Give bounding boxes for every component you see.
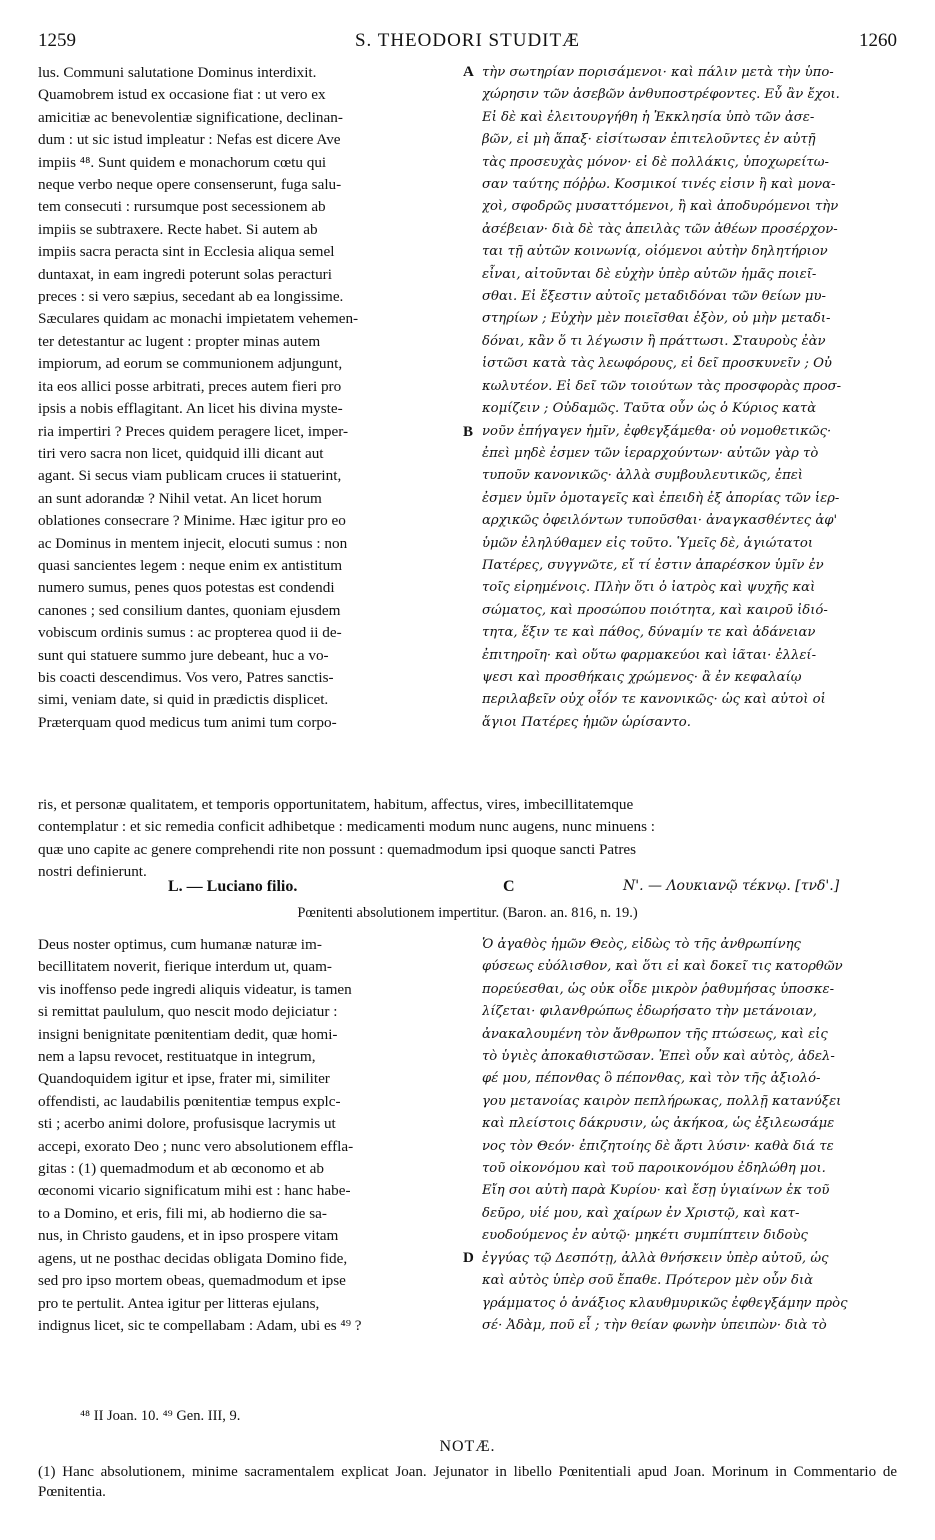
page-number-left: 1259 [38,30,76,51]
greek-line: φύσεως εὐόλισθον, καὶ ὅτι εἰ καὶ δοκεῖ τις κατορθῶν [482,959,843,975]
latin-line: vobiscum ordinis sumus : ac propterea quod ii de- [38,624,342,642]
latin-line: to a Domino, et eris, fili mi, ab hodierno die sa- [38,1204,327,1222]
latin-line: nem a lapsu revocet, restituatque in integrum, [38,1048,316,1066]
latin-line: preces : si vero sæpius, secedant ab ea longissime. [38,288,344,306]
greek-line: ἀνακαλουμένη τὸν ἄνθρωπον τῆς πτώσεως, καὶ εἰς [482,1026,828,1042]
greek-line: κωλυτέον. Εἰ δεῖ τῶν τοιούτων τὰς προσφορὰς προσ- [482,378,842,394]
latin-line: accepi, exorato Deo ; nunc vero absolutionem effla- [38,1137,354,1155]
margin-mark-d: D [463,1250,474,1266]
greek-line: σώματος, καὶ προσώπου ποιότητα, καὶ καιροῦ ἰδιό- [482,602,828,618]
latin-line: Quandoquidem igitur et ipse, frater mi, similiter [38,1070,330,1088]
running-title: S. THEODORI STUDITÆ [354,30,580,51]
latin-line: bis coacti descendimus. Vos vero, Patres sanctis- [38,668,334,686]
section-heading [38,878,897,902]
latin-line: numero sumus, penes quos potestas est condendi [38,579,335,597]
latin-line: canones ; sed consilium dantes, quoniam ejusdem [38,601,341,619]
latin-line: agens, ut ne posthac decidas obligata Domino fide, [38,1249,348,1267]
latin-line: lus. Communi salutatione Dominus interdixit. [38,64,317,81]
greek-line: τὸ ὑγιὲς ἀποκαθιστῶσαν. Ἐπεὶ οὖν καὶ αὐτὸς, ἀδελ- [482,1049,835,1065]
greek-line: ἅγιοι Πατέρες ἡμῶν ὡρίσαντο. [482,714,691,730]
latin-line: impiis sacra peracta sint in Ecclesia aliqua semel [38,243,335,261]
greek-line: καὶ πλείστοις δάκρυσιν, ὡς ἀκήκοα, ὡς ἐξιλεωσάμε [482,1116,835,1132]
greek-line: νος τὸν Θεόν· ἐπιζητοίης δὲ ἄρτι λύσιν· καθὰ διά τε [482,1138,834,1154]
latin-section-title: L. — Luciano filio. [168,878,298,895]
latin-line: si remittat paululum, quo nescit modo dejiciatur : [38,1003,338,1021]
latin-line: ipsis a nobis efflagitant. An licet his divina myste- [38,400,343,418]
greek-line: περιλαβεῖν οὐχ οἷόν τε κανονικῶς· ὡς καὶ αὐτοὶ οἱ [482,692,826,708]
greek-line: δεῦρο, υἱέ μου, καὶ χαίρων ἐν Χριστῷ, καὶ κατ- [482,1205,800,1221]
latin-line: sed pro ipso mortem obeas, quemadmodum et ipse [38,1272,346,1290]
latin-line: vis inoffenso pede ingredi aliquis videatur, is tamen [38,980,352,998]
latin-column-top [38,62,456,734]
greek-line: ἐπεὶ μηδὲ ἐσμεν τῶν ἱεραρχούντων· αὐτῶν γὰρ τὸ [482,445,819,461]
latin-line: tem consecuti : rursumque post secessionem ab [38,198,326,216]
latin-column-bottom [38,934,456,1337]
greek-line: στηρίων ; Εὐχὴν μὲν ποιεῖσθαι ἐξὸν, οὐ μὴν μεταδι- [482,311,831,327]
latin-line: neque verbo neque opere consenserunt, fuga salu- [38,176,342,194]
latin-line: quasi sancientes legem : neque enim ex antistitum [38,556,343,574]
greek-line: καὶ αὐτὸς ὑπὲρ σοῦ ἔπαθε. Πρότερον μὲν οὖν διὰ [482,1273,814,1289]
page-header [38,30,897,56]
greek-section-title: Ν'. — Λουκιανῷ τέκνῳ. [τνδ'.] [623,878,840,894]
latin-line: simi, veniam date, si quid in prædictis displicet. [38,691,329,709]
latin-line: Sæculares quidam ac monachi impietatem vehemen- [38,310,359,328]
latin-line: becillitatem noverit, fierique interdum ut, quam- [38,958,332,976]
latin-line: pro te pertulit. Antea igitur per litteras ejulans, [38,1294,320,1312]
notae-heading: NOTÆ. [439,1438,496,1455]
greek-line: γου μετανοίας καιρὸν πεπλήρωκας, πολλῇ κατανύξει [482,1093,842,1109]
latin-line: oblationes consecrare ? Minime. Hæc igitur pro eo [38,512,346,530]
greek-line: σαν ταύτης πόῤῥω. Κοσμικοί τινές εἰσιν ἢ καὶ μονα- [482,177,836,193]
latin-line: indignus licet, sic te compellabam : Adam, ubi es ⁴⁹ ? [38,1316,362,1334]
latin-line: agant. Si secus viam publicam cruces ii statuerint, [38,467,342,485]
greek-line: βῶν, εἰ μὴ ἅπαξ· εἰσίτωσαν ἐπιτελοῦντες ἐν αὐτῇ [482,132,816,148]
greek-line: εἶναι, αἰτοῦνται δὲ εὐχὴν ὑπὲρ αὐτῶν ἡμᾶς ποιεῖ- [482,266,817,282]
footnotes: ⁴⁸ II Joan. 10. ⁴⁹ Gen. III, 9. [80,1408,241,1424]
greek-line: πορεύεσθαι, ὡς οὐκ οἶδε μικρὸν ῥαθυμήσας ὑποσκε- [482,981,835,997]
greek-line: ὑμῶν ἐληλύθαμεν εἰς τοῦτο. Ὑμεῖς δὲ, ἁγιώτατοι [482,535,813,551]
latin-line: ac Dominus in mentem injecit, elocuti sumus : non [38,534,348,552]
latin-line: œconomi vicario significatum mihi est : hanc habe- [38,1182,351,1200]
greek-line: τὰς προσευχὰς μόνον· εἰ δὲ πολλάκις, ὑποχωρείτω- [482,154,829,170]
greek-line: γράμματος ὁ ἀνάξιος κλαυθμυρικῶς ἐφθεγξάμην πρὸς [482,1295,848,1311]
latin-line: tiri vero sacra non licet, quidquid illi dicant aut [38,444,324,462]
section-subtitle: Pœnitenti absolutionem impertitur. (Baron. an. 816, n. 19.) [297,905,638,921]
latin-line: impiis se subtraxere. Recte habet. Si autem ab [38,220,318,238]
greek-line: τὴν σωτηρίαν πορισάμενοι· καὶ πάλιν μετὰ τὴν ὑπο- [482,65,834,80]
greek-line: ται τῇ αὐτῶν κοινωνίᾳ, οἰόμενοι αὐτὴν δηλητήριον [482,244,828,260]
latin-line: Deus noster optimus, cum humanæ naturæ im- [38,936,322,953]
greek-line: Εἴη σοι αὐτὴ παρὰ Κυρίου· καὶ ἔσῃ ὑγιαίνων ἐκ τοῦ [482,1183,830,1199]
latin-line: Præterquam quod medicus tum animi tum corpo- [38,713,337,731]
greek-line: αρχικῶς ὀφειλόντων τυποῦσθαι· ἀναγκασθέντες ἀφ' [482,513,838,529]
latin-line: nus, in Christo gaudens, et in ipso prospere vitam [38,1227,339,1245]
text-line: quæ uno capite ac genere comprehendi rite non possunt : quemadmodum ipsi quoque sancti Patres [38,840,637,858]
greek-line: κομίζειν ; Οὐδαμῶς. Ταῦτα οὖν ὡς ὁ Κύριος κατὰ [482,401,817,417]
text-line: contemplatur : et sic remedia conficit adhibetque : medicamenti modum nunc augens, nunc minuens : [38,818,656,836]
greek-column-bottom [482,934,896,1337]
latin-line: amicitiæ ac benevolentiæ significatione, declinan- [38,108,343,126]
greek-column-top [482,62,896,734]
greek-line: ψεσι καὶ προσθήκαις χρώμενος· ἃ ἐν κεφαλαίῳ [482,669,802,685]
greek-line: σθαι. Εἰ ἔξεστιν αὐτοῖς μεταδιδόναι τῶν θείων μυ- [482,289,826,305]
latin-line: gitas : (1) quemadmodum et ab œconomo et ab [38,1160,324,1178]
latin-line: offendisti, ac laudabilis pœnitentiæ tempus explc- [38,1092,341,1110]
latin-line: ita eos allici posse arbitrati, preces autem fieri pro [38,377,342,395]
greek-line: Ὁ ἀγαθὸς ἡμῶν Θεὸς, εἰδὼς τὸ τῆς ἀνθρωπίνης [482,937,801,952]
greek-line: χώρησιν τῶν ἀσεβῶν ἀνθυποστρέφοντες. Εὖ ἂν ἔχοι. [482,87,840,103]
greek-line: δόναι, κἂν ὅ τι λέγωσιν ἢ πράττωσι. Σταυροὺς ἐὰν [482,333,826,349]
margin-mark-b: B [463,424,474,440]
greek-line: νοῦν ἐπήγαγεν ἡμῖν, ἐφθεγξάμεθα· οὐ νομοθετικῶς· [482,423,832,439]
page-number-right: 1260 [859,30,897,51]
greek-line: λίζεται· φιλανθρώπως ἐδωρήσατο τὴν μετάνοιαν, [482,1004,817,1020]
margin-mark-c: C [503,878,515,895]
greek-line: ἐπιτηροῖη· καὶ οὕτω φαρμακεύοι καὶ ἰᾶται· ἐλλεί- [482,647,817,663]
latin-line: ter detestantur ac lugent : propter minas autem [38,332,321,350]
greek-line: ἀσέβειαν· διὰ δὲ τὰς ἀπειλὰς τῶν ἀθέων προσέρχον- [482,221,838,237]
greek-line: Πατέρες, συγγνῶτε, εἴ τί ἐστιν ἀπαρέσκον ὑμῖν ἐν [482,557,824,573]
latin-line: insigni benignitate pœnitentiam dedit, quæ homi- [38,1025,338,1043]
note-1: (1) Hanc absolutionem, minime sacramentalem explicat Joan. Jejunator in libello Pœnitentiali apud Joan. Morinum in Commentario de Pœnitentia. [38,1464,897,1500]
text-line: nostri definierunt. [38,863,147,881]
latin-line: sti ; acerbo animi dolore, profusisque lacrymis ut [38,1115,336,1133]
greek-line: ἐγγύας τῷ Δεσπότῃ, ἀλλὰ θνήσκειν ὑπὲρ αὐτοῦ, ὡς [482,1250,829,1266]
greek-line: τυποῦν κανονικῶς· ἀλλὰ συμβουλευτικῶς, ἐπεὶ [482,468,803,484]
latin-line: impiis ⁴⁸. Sunt quidem e monachorum cœtu qui [38,153,327,171]
latin-line: impiorum, ad eorum se communionem adjungunt, [38,355,343,373]
latin-line: dum : ut sic istud impleatur : Nefas est dicere Ave [38,131,341,149]
latin-line: Quamobrem istud ex occasione fiat : ut vero ex [38,86,326,104]
greek-line: χοὶ, σφοδρῶς μυσαττόμενοι, ἢ καὶ ἀποδυρόμενοι τὴν [482,199,839,215]
latin-line: an sunt adorandæ ? Nihil vetat. An licet horum [38,489,322,507]
margin-mark-a: A [463,64,474,80]
latin-line: sunt qui statuere summo jure debeant, huc a vo- [38,646,329,664]
greek-line: ευοδούμενος ἐν αὐτῷ· μηκέτι συμπίπτειν διδοὺς [482,1228,808,1244]
text-line: ris, et personæ qualitatem, et temporis opportunitatem, habitum, affectus, vires, imbecillitatemque [38,796,634,813]
greek-line: ἐσμεν ὑμῖν ὁμοταγεῖς καὶ ἐπειδὴ ἐξ ἀπορίας τῶν ἱερ- [482,490,840,506]
latin-line: ria impertiri ? Preces quidem peragere licet, imper- [38,422,349,440]
greek-line: σέ· Ἀδὰμ, ποῦ εἶ ; τὴν θείαν φωνὴν ὑπειπὼν· διὰ τὸ [482,1317,827,1333]
greek-line: Εἰ δὲ καὶ ἐλειτουργήθη ἡ Ἐκκλησία ὑπὸ τῶν ἀσε- [482,109,815,125]
greek-line: φέ μου, πέπονθας ὃ πέπονθας, καὶ τὸν τῆς ἀξιολό- [482,1071,821,1087]
latin-line: duntaxat, in eam ingredi poterunt solas peracturi [38,265,332,283]
greek-line: τοῖς εἰρημένοις. Πλὴν ὅτι ὁ ἰατρὸς καὶ ψυχῆς καὶ [482,580,816,596]
greek-line: τητα, ἕξιν τε καὶ πάθος, δύναμίν τε καὶ ἀδάνειαν [482,625,816,641]
greek-line: ἱστῶσι κατὰ τὰς λεωφόρους, εἰ δεῖ προσκυνεῖν ; Οὐ [482,356,832,372]
greek-line: τοῦ οἰκονόμου καὶ τοῦ παροικονόμου ἐδηλώθη μοι. [482,1161,826,1177]
full-width-paragraph [38,794,897,884]
